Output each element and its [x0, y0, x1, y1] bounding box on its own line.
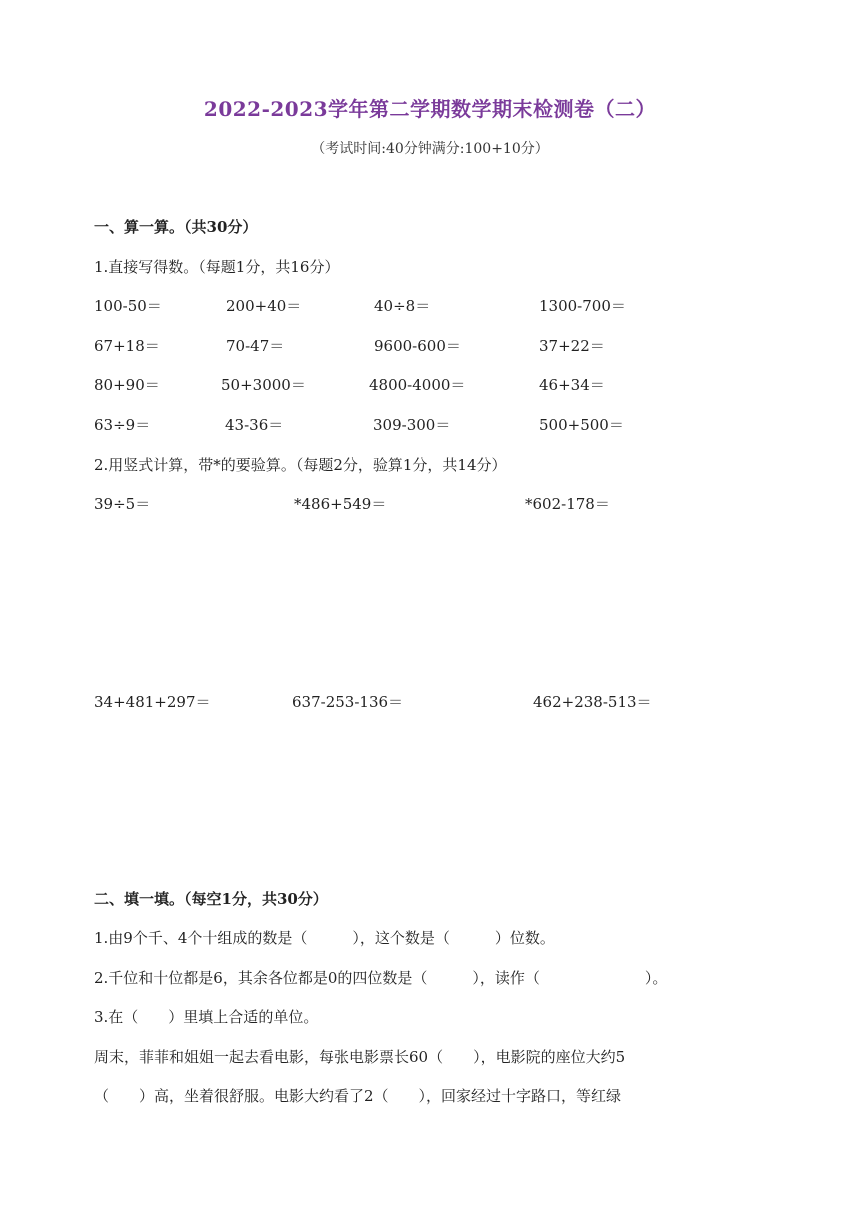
problem: 70-47＝ [226, 337, 285, 355]
fill-question-2: 2.千位和十位都是6，其余各位都是0的四位数是（ ），读作（ ）。 [94, 969, 668, 987]
section-1-heading: 一、算一算。（共30分） [94, 218, 258, 236]
problem: 43-36＝ [225, 416, 284, 434]
page-subtitle: （考试时间:40分钟满分:100+10分） [311, 141, 549, 157]
fill-question-3: 3.在（ ）里填上合适的单位。 [94, 1008, 319, 1026]
problem: 200+40＝ [226, 297, 302, 315]
story-line-1: 周末，菲菲和姐姐一起去看电影，每张电影票长60（ ），电影院的座位大约5 [94, 1048, 626, 1066]
problem: 100-50＝ [94, 297, 162, 315]
vertical-problem: *602-178＝ [525, 495, 610, 513]
vertical-problem: *486+549＝ [294, 495, 387, 513]
page-title: 2022-2023学年第二学期数学期末检测卷（二） [203, 97, 657, 121]
problem: 46+34＝ [539, 376, 605, 394]
vertical-problem: 637-253-136＝ [292, 693, 404, 711]
problem: 4800-4000＝ [369, 376, 466, 394]
question-2-prompt: 2.用竖式计算，带*的要验算。（每题2分，验算1分，共14分） [94, 456, 507, 474]
story-line-2: （ ）高，坐着很舒服。电影大约看了2（ ），回家经过十字路口，等红绿 [94, 1087, 622, 1105]
problem: 37+22＝ [539, 337, 605, 355]
vertical-problem: 34+481+297＝ [94, 693, 211, 711]
section-2-heading: 二、填一填。（每空1分，共30分） [94, 890, 328, 908]
problem: 500+500＝ [539, 416, 624, 434]
vertical-problem: 39÷5＝ [94, 495, 151, 513]
fill-question-1: 1.由9个千、4个十组成的数是（ ），这个数是（ ）位数。 [94, 929, 555, 947]
problem: 40÷8＝ [374, 297, 431, 315]
problem: 50+3000＝ [221, 376, 306, 394]
problem: 309-300＝ [373, 416, 451, 434]
problem: 9600-600＝ [374, 337, 461, 355]
problem: 80+90＝ [94, 376, 160, 394]
question-1-prompt: 1.直接写得数。（每题1分，共16分） [94, 258, 340, 276]
problem: 67+18＝ [94, 337, 160, 355]
problem: 63÷9＝ [94, 416, 151, 434]
vertical-problem: 462+238-513＝ [533, 693, 652, 711]
problem: 1300-700＝ [539, 297, 626, 315]
